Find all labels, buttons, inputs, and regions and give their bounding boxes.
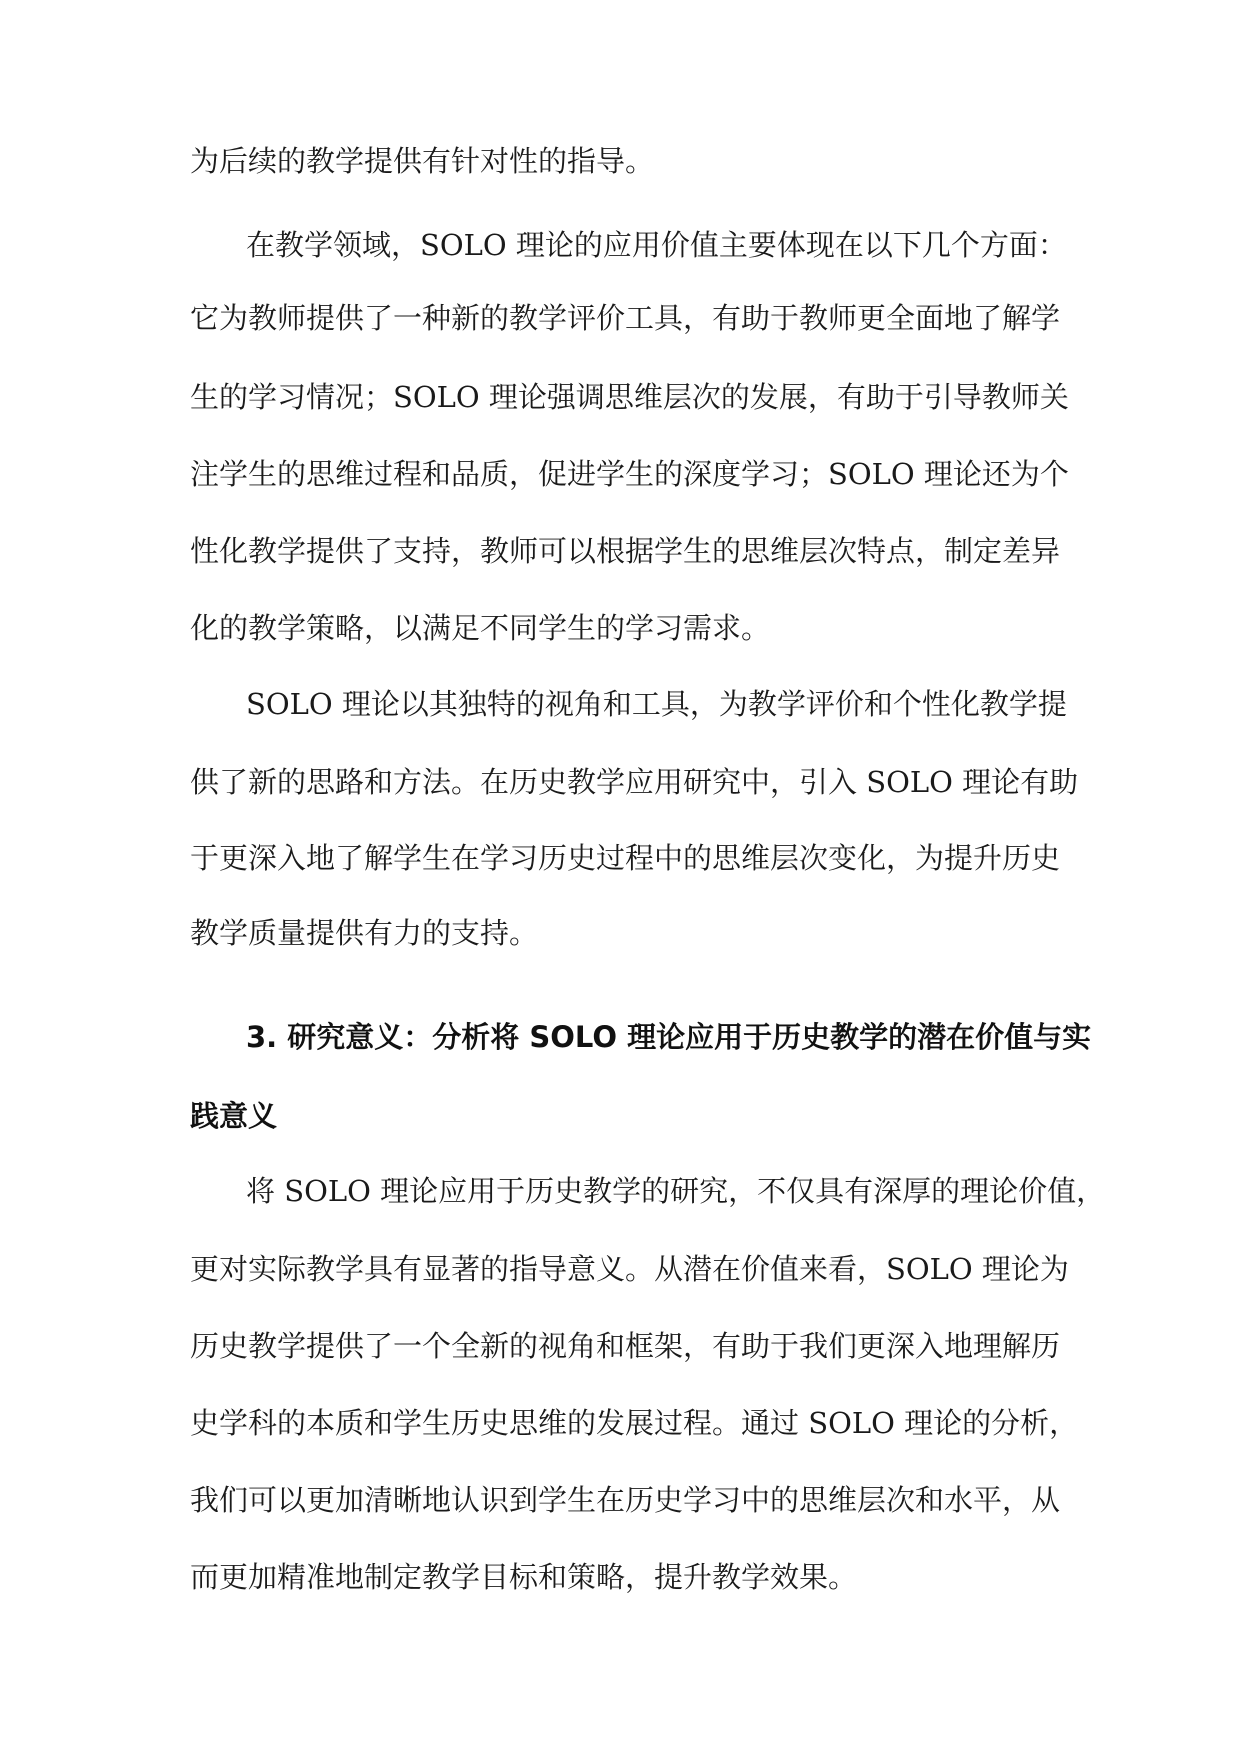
- paragraph-line: SOLO 理论以其独特的视角和工具，为教学评价和个性化教学提: [246, 687, 1067, 721]
- paragraph-line: 生的学习情况；SOLO 理论强调思维层次的发展，有助于引导教师关: [190, 380, 1069, 414]
- paragraph-line: 更对实际教学具有显著的指导意义。从潜在价值来看，SOLO 理论为: [190, 1252, 1069, 1286]
- paragraph-line: 史学科的本质和学生历史思维的发展过程。通过 SOLO 理论的分析，: [190, 1406, 1079, 1440]
- paragraph-line: 为后续的教学提供有针对性的指导。: [190, 144, 655, 178]
- paragraph-line: 于更深入地了解学生在学习历史过程中的思维层次变化，为提升历史: [190, 841, 1061, 875]
- paragraph-line: 将 SOLO 理论应用于历史教学的研究，不仅具有深厚的理论价值，: [246, 1174, 1106, 1208]
- paragraph-line: 化的教学策略，以满足不同学生的学习需求。: [190, 611, 771, 645]
- paragraph-line: 注学生的思维过程和品质，促进学生的深度学习；SOLO 理论还为个: [190, 457, 1069, 491]
- paragraph-line: 我们可以更加清晰地认识到学生在历史学习中的思维层次和水平，从: [190, 1483, 1061, 1517]
- paragraph-line: 历史教学提供了一个全新的视角和框架，有助于我们更深入地理解历: [190, 1329, 1061, 1363]
- paragraph-line: 性化教学提供了支持，教师可以根据学生的思维层次特点，制定差异: [190, 534, 1061, 568]
- section-heading: 3. 研究意义：分析将 SOLO 理论应用于历史教学的潜在价值与实: [246, 1020, 1092, 1054]
- paragraph-line: 教学质量提供有力的支持。: [190, 916, 539, 950]
- section-heading: 践意义: [190, 1099, 278, 1133]
- paragraph-line: 而更加精准地制定教学目标和策略，提升教学效果。: [190, 1560, 858, 1594]
- paragraph-line: 在教学领域，SOLO 理论的应用价值主要体现在以下几个方面：: [246, 228, 1067, 262]
- paragraph-line: 它为教师提供了一种新的教学评价工具，有助于教师更全面地了解学: [190, 301, 1061, 335]
- paragraph-line: 供了新的思路和方法。在历史教学应用研究中，引入 SOLO 理论有助: [190, 765, 1079, 799]
